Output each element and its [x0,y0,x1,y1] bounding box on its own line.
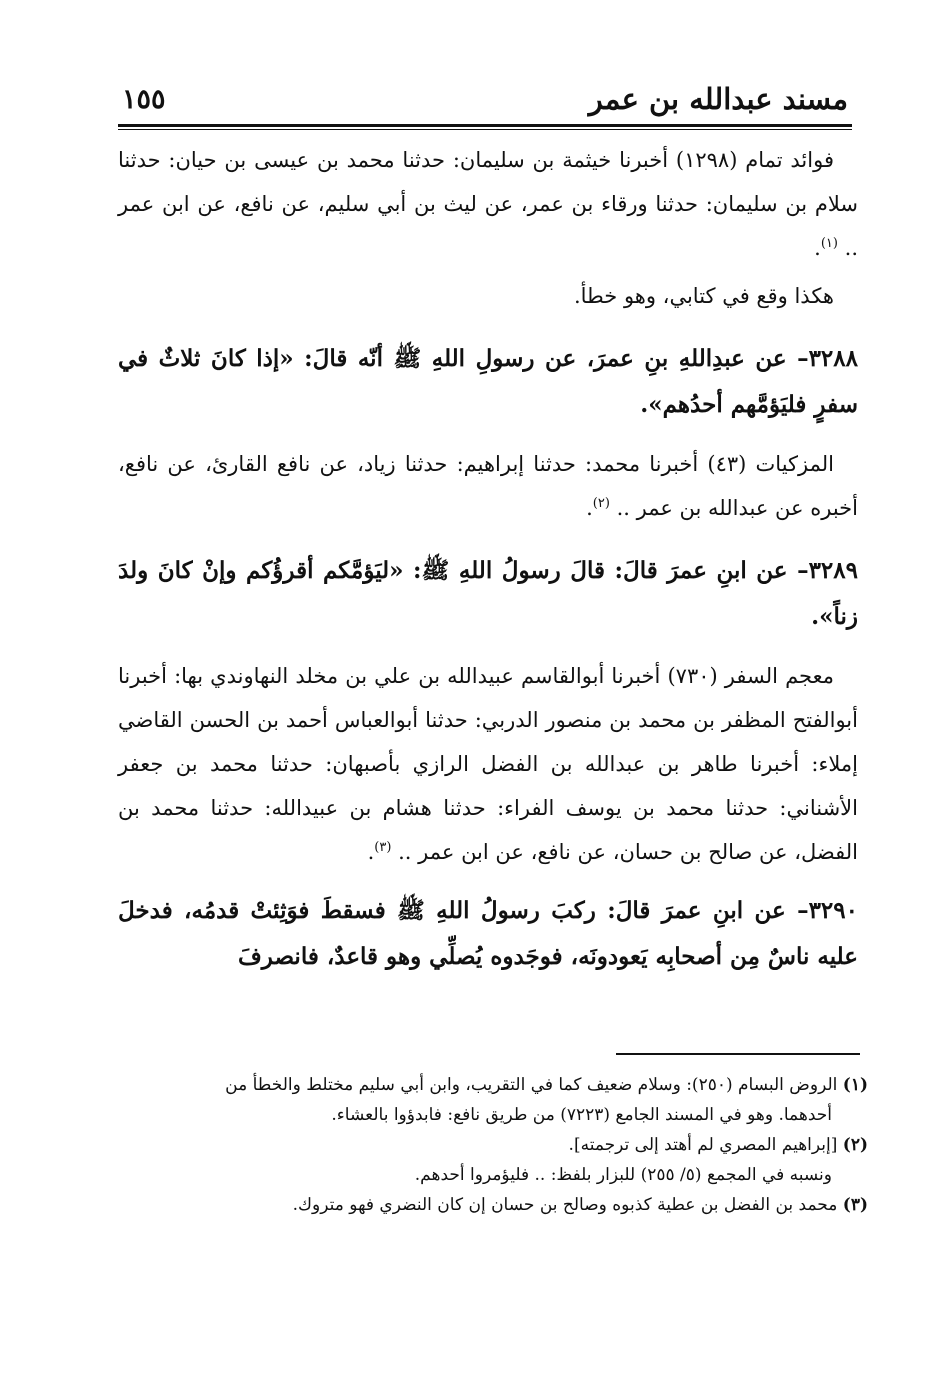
hadith-3289: ٣٢٨٩– عن ابنِ عمرَ قالَ: قالَ رسولُ اللهِ ﷺ: «ليَؤمَّكم أقرؤُكم وإنْ كانَ ولدَ زناً». [118,557,858,630]
footnote-2-text: [إبراهيم المصري لم أهتد إلى ترجمته]. [568,1135,838,1155]
source-text-1: فوائد تمام (١٢٩٨) أخبرنا خيثمة بن سليمان: حدثنا محمد بن عيسى بن حيان: حدثنا سلام بن سليمان: حدثنا ورقاء بن عمر، عن ليث بن أبي سليم، عن نافع، عن ابن عمر .. [118,148,858,260]
source-text-3: معجم السفر (٧٣٠) أخبرنا أبوالقاسم عبيدالله بن علي بن مخلد النهاوندي بها: أخبرنا أبوالفتح المظفر بن محمد بن منصور الدربي: حدثنا أبوالعباس أحمد بن الحسن القاضي إملاء: أخبرنا طاهر بن عبدالله بن الفضل الرازي بأصبهان: حدثنا محمد بن جعفر الأشناني: حدثنا محمد بن يوسف الفراء: حدثنا هشام بن عبيدالله: حدثنا محمد بن الفضل، عن صالح بن حسان، عن نافع، عن ابن عمر .. [118,664,858,864]
note-paragraph: هكذا وقع في كتابي، وهو خطأ. [573,284,834,308]
footnote-2 [118,1130,868,1160]
header-rule-thick [118,124,852,127]
footnote-ref-3: (٣) [374,840,392,855]
source-text-2: المزكيات (٤٣) أخبرنا محمد: حدثنا إبراهيم: حدثنا زياد، عن نافع القارئ، عن نافع، أخبره عن عبدالله بن عمر .. [118,452,858,520]
source-paragraph-3 [118,654,858,874]
footnote-1-marker: (١) [842,1075,868,1095]
header-title: مسند عبدالله بن عمر [588,82,848,116]
source-paragraph-1 [118,138,858,270]
source-paragraph-2 [118,442,858,530]
hadith-3290: ٣٢٩٠– عن ابنِ عمرَ قالَ: ركبَ رسولُ اللهِ ﷺ فسقطَ فوَثِئتْ قدمُه، فدخلَ عليه ناسٌ مِن أصحابِه يَعودونَه، فوجَدوه يُصلِّي وهو قاعدٌ، فانصرفَ [118,897,858,970]
main-text [118,138,858,980]
footnote-1-text: الروض البسام (٢٥٠): وسلام ضعيف كما في التقريب، وابن أبي سليم مختلط والخطأ من [225,1075,838,1095]
footnote-ref-2: (٢) [592,496,610,511]
header-rule-thin [118,129,852,130]
footnote-3-marker: (٣) [842,1195,868,1215]
footnote-3 [118,1190,868,1220]
footnote-1 [118,1070,868,1100]
footnote-2-continuation: ونسبه في المجمع (٥/ ٢٥٥) للبزار بلفظ: .. فليؤمروا أحدهم. [414,1165,832,1185]
footnote-separator [616,1053,860,1055]
footnotes [118,1070,868,1220]
footnote-2-marker: (٢) [842,1135,868,1155]
source-end-3: . [367,840,375,864]
source-end-2: . [586,496,593,520]
running-header [118,82,848,126]
footnote-ref-1: (١) [820,236,838,251]
footnote-1-continuation: أحدهما. وهو في المسند الجامع (٧٢٢٣) من طريق نافع: فابدؤوا بالعشاء. [331,1105,832,1125]
hadith-3288: ٣٢٨٨– عن عبدِاللهِ بنِ عمرَ، عن رسولِ اللهِ ﷺ أنّه قالَ: «إذا كانَ ثلاثٌ في سفرٍ فليَؤمَّهم أحدُهم». [118,345,858,418]
footnote-3-text: محمد بن الفضل بن عطية كذبوه وصالح بن حسان إن كان النضري فهو متروك. [292,1195,838,1215]
page-number: ١٥٥ [122,84,166,115]
source-end-1: . [814,236,821,260]
